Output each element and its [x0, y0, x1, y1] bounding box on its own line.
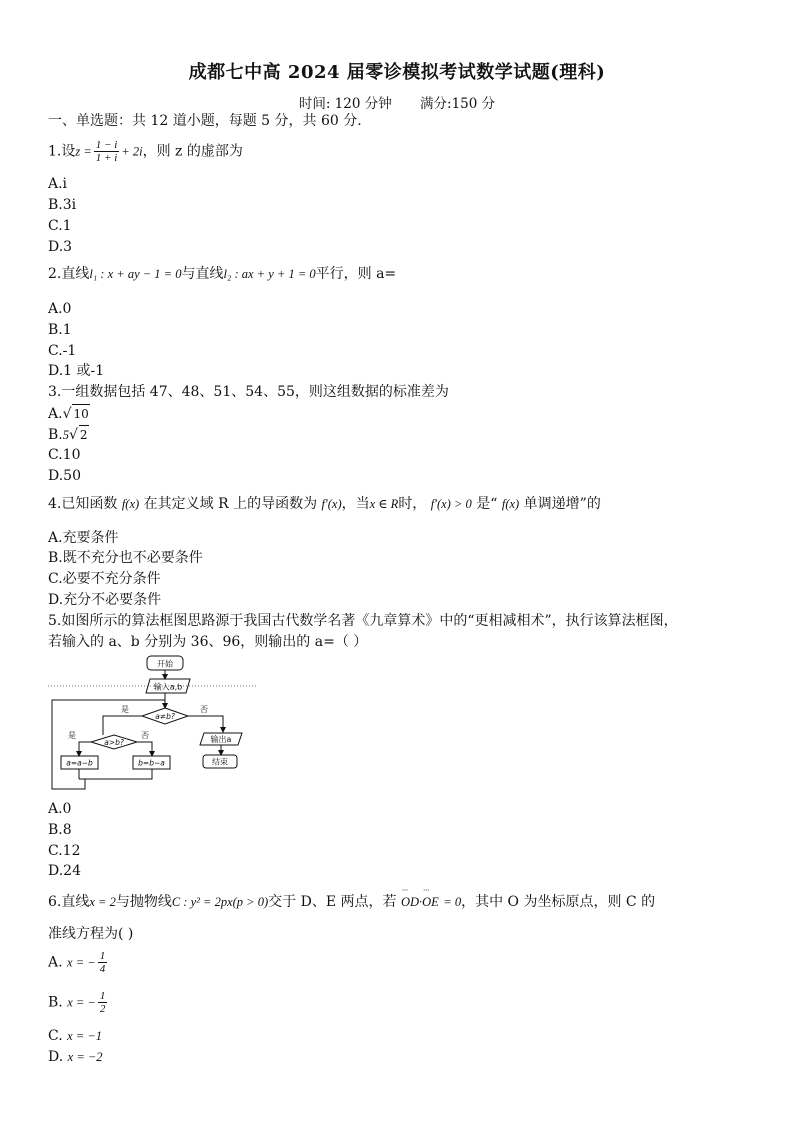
q1-fraction: [94, 139, 119, 164]
q6-t2: 交于 D、E 两点，若: [268, 894, 397, 910]
q6-a-frac: [98, 950, 108, 975]
q6-a-x: x = −: [67, 955, 96, 970]
q6-dot: ·: [419, 895, 423, 909]
time-label: 时间: 120 分钟: [298, 96, 392, 112]
q1-plus-term: + 2i: [121, 144, 143, 159]
section-heading: 一、单选题：共 12 道小题，每题 5 分，共 60 分.: [48, 113, 362, 129]
q2-line-2: l₂ : ax + y + 1 = 0: [223, 267, 316, 281]
question-5-line-2: 若输入的 a、b 分别为 36、96，则输出的 a=（ ）: [48, 634, 368, 650]
question-5-line-1: 5.如图所示的算法框图思路源于我国古代数学名著《九章算术》中的“更相减相术”，执行该算法框图，: [48, 613, 678, 629]
q6-c-x: x = −1: [67, 1029, 103, 1043]
q1-option-b: B.3i: [48, 197, 77, 213]
q4-t2: ，当: [341, 496, 370, 512]
question-3: 3.一组数据包括 47、48、51、54、55，则这组数据的标准差为: [48, 384, 449, 400]
flow-input-label: 输入a,b: [153, 682, 183, 692]
q3-option-c: C.10: [48, 447, 81, 463]
q1-option-a: A.i: [48, 176, 68, 192]
score-label: 满分:150 分: [420, 96, 496, 112]
q1-suffix: ，则 z 的虚部为: [142, 143, 243, 160]
q4-option-a: A.充要条件: [48, 530, 119, 546]
q5-option-b: B.8: [48, 822, 72, 838]
q6-a-den: 4: [99, 963, 106, 975]
exam-title: 成都七中高 2024 届零诊模拟考试数学试题(理科): [188, 62, 606, 83]
q6-a-num: 1: [99, 950, 106, 962]
q2-option-a: A.0: [48, 301, 72, 317]
q3-option-b: B.5√ 2: [48, 427, 88, 443]
q4-condition: f′(x) > 0: [430, 497, 472, 511]
q1-option-d: D.3: [48, 239, 73, 255]
question-2: [48, 265, 396, 283]
flowchart: [48, 654, 258, 796]
q5-option-c: C.12: [48, 843, 81, 859]
flow-output-label: 输出a: [210, 735, 232, 744]
q6-t1: 与抛物线: [115, 894, 172, 910]
q3-b-prefix: B.: [48, 427, 63, 443]
q6-eq-zero: = 0: [443, 895, 462, 909]
flow-cond-2-label: a>b?: [104, 738, 124, 747]
q2-option-b: B.1: [48, 322, 72, 338]
q6-option-c: [48, 1027, 102, 1045]
q6-prefix: 6.直线: [48, 894, 90, 910]
q6-d-prefix: D.: [48, 1049, 64, 1065]
q4-t4: 是“: [476, 496, 498, 512]
q4-fx: f(x): [121, 497, 140, 511]
flow-start-label: 开始: [157, 659, 173, 669]
q2-prefix: 2.直线: [48, 266, 90, 282]
question-6-line-2: 准线方程为( ): [48, 926, 134, 942]
q5-option-a: A.0: [48, 801, 72, 817]
exam-meta: [0, 92, 794, 112]
q6-option-d: [48, 1048, 103, 1066]
flow-cond-1-label: a≠b?: [155, 712, 175, 721]
q4-t5: 单调递增”的: [523, 496, 601, 512]
q1-option-c: C.1: [48, 218, 72, 234]
q6-x-eq-2: x = 2: [89, 895, 116, 909]
q6-c-prefix: C.: [48, 1028, 63, 1044]
flow-right-label: b=b−a: [138, 758, 165, 768]
q4-x-in-r: x ∈ R: [369, 497, 399, 511]
q3-a-prefix: A.: [48, 406, 63, 422]
q4-fx-2: f(x): [501, 497, 520, 511]
q6-t3: ，其中 O 为坐标原点，则 C 的: [461, 894, 656, 910]
q2-suffix: 平行，则 a=: [315, 266, 397, 282]
question-4: [48, 495, 601, 513]
flow-end-label: 结束: [212, 757, 228, 767]
q6-a-prefix: A.: [48, 954, 63, 971]
q3-a-radicand: 10: [72, 404, 89, 423]
q2-line-1: l₁ : x + ay − 1 = 0: [89, 267, 182, 281]
q2-option-d: D.1 或-1: [48, 363, 105, 379]
flow-yes-label: 是: [121, 705, 129, 714]
question-1: [48, 139, 243, 164]
flow-no-label: 否: [200, 705, 208, 714]
q5-option-d: D.24: [48, 863, 81, 879]
q2-option-c: C.-1: [48, 343, 77, 359]
q1-prefix: 1.设: [48, 143, 76, 160]
q4-fpx: f′(x): [321, 497, 342, 511]
flow-no-2-label: 否: [141, 731, 149, 740]
q4-prefix: 4.已知函数: [48, 496, 118, 512]
q6-b-frac: [98, 990, 108, 1015]
q6-b-den: 2: [99, 1003, 106, 1015]
question-6-line-1: [48, 893, 655, 911]
q4-option-d: D.充分不必要条件: [48, 592, 162, 608]
q6-option-b: [48, 990, 109, 1015]
q6-b-num: 1: [99, 990, 106, 1002]
q4-option-c: C.必要不充分条件: [48, 571, 161, 587]
flow-yes-2-label: 是: [68, 731, 76, 740]
q3-option-a: A.√ 10: [48, 406, 89, 422]
q6-option-a: [48, 950, 109, 975]
q4-option-b: B.既不充分也不必要条件: [48, 550, 203, 566]
q1-frac-den: 1 + i: [95, 152, 118, 164]
q6-d-x: x = −2: [67, 1050, 103, 1064]
q2-mid: 与直线: [181, 266, 224, 282]
flow-left-label: a=a−b: [66, 758, 93, 768]
q4-t1: 在其定义域 R 上的导函数为: [143, 496, 318, 512]
q1-frac-num: 1 − i: [95, 139, 118, 151]
q6-vector-od: ˙˙˙ OD: [401, 893, 419, 911]
q6-b-x: x = −: [67, 995, 96, 1010]
q6-b-prefix: B.: [48, 994, 63, 1011]
q3-b-radicand: 2: [79, 425, 89, 444]
q3-option-d: D.50: [48, 468, 81, 484]
q1-z: z =: [75, 144, 92, 159]
q6-parabola: C : y² = 2px(p > 0): [171, 895, 269, 909]
q3-b-coef: 5: [62, 428, 69, 442]
q4-t3: 时，: [398, 496, 427, 512]
q6-vector-oe: ˙˙˙ OE: [422, 893, 439, 911]
